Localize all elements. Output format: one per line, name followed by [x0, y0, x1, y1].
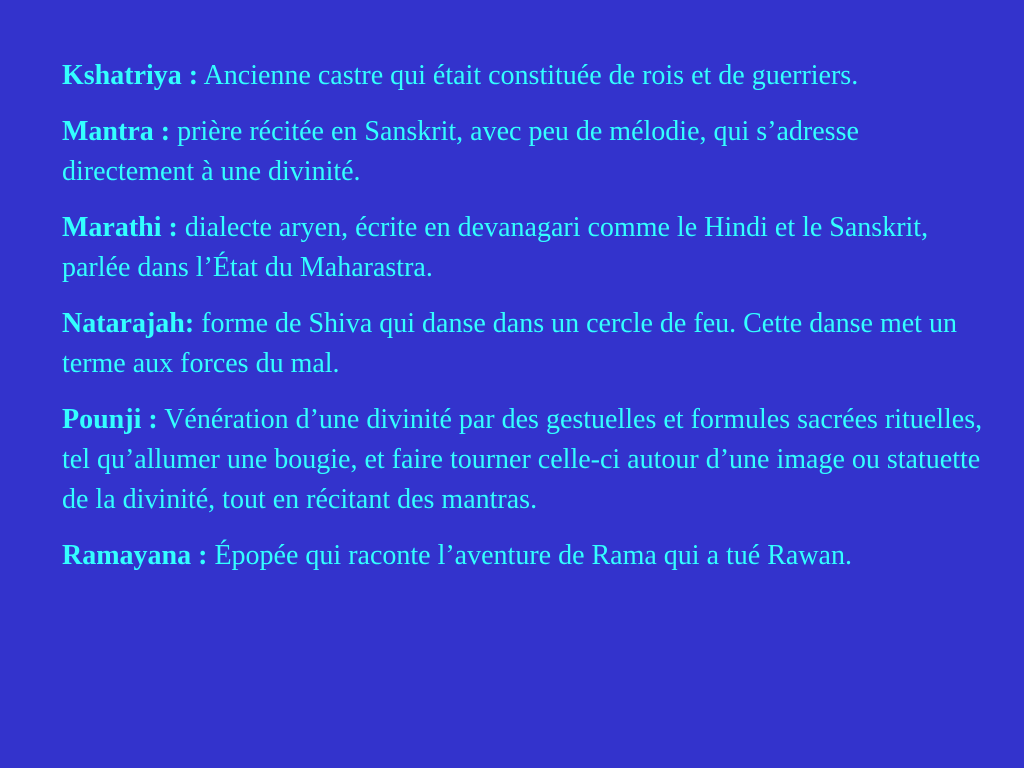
- glossary-entry-natarajah: [62, 304, 997, 384]
- glossary-term: Natarajah:: [62, 308, 195, 339]
- glossary-entry-kshatriya: [62, 56, 997, 96]
- glossary-term: Ramayana :: [62, 540, 208, 571]
- glossary-entry-marathi: [62, 208, 997, 288]
- glossary-definition: Vénération d’une divinité par des gestuelles et formules sacrées rituelles, tel qu’allumer une bougie, et faire tourner celle-ci autour d’une image ou statuette de la divinité, tout en récitant des mantras.: [62, 404, 983, 515]
- glossary-term: Marathi :: [62, 212, 178, 243]
- glossary-definition: Ancienne castre qui était constituée de rois et de guerriers.: [203, 60, 859, 91]
- glossary-definition: prière récitée en Sanskrit, avec peu de mélodie, qui s’adresse directement à une divinité.: [62, 116, 859, 187]
- glossary-definition: Épopée qui raconte l’aventure de Rama qui a tué Rawan.: [214, 540, 852, 571]
- glossary-entry-pounji: [62, 400, 997, 520]
- glossary-list: [62, 56, 997, 592]
- glossary-term: Pounji :: [62, 404, 158, 435]
- glossary-definition: dialecte aryen, écrite en devanagari comme le Hindi et le Sanskrit, parlée dans l’État du Maharastra.: [62, 212, 929, 283]
- glossary-term: Mantra :: [62, 116, 171, 147]
- glossary-term: Kshatriya :: [62, 60, 199, 91]
- glossary-definition: forme de Shiva qui danse dans un cercle de feu. Cette danse met un terme aux forces du mal.: [62, 308, 957, 379]
- glossary-entry-mantra: [62, 112, 997, 192]
- glossary-entry-ramayana: [62, 536, 997, 576]
